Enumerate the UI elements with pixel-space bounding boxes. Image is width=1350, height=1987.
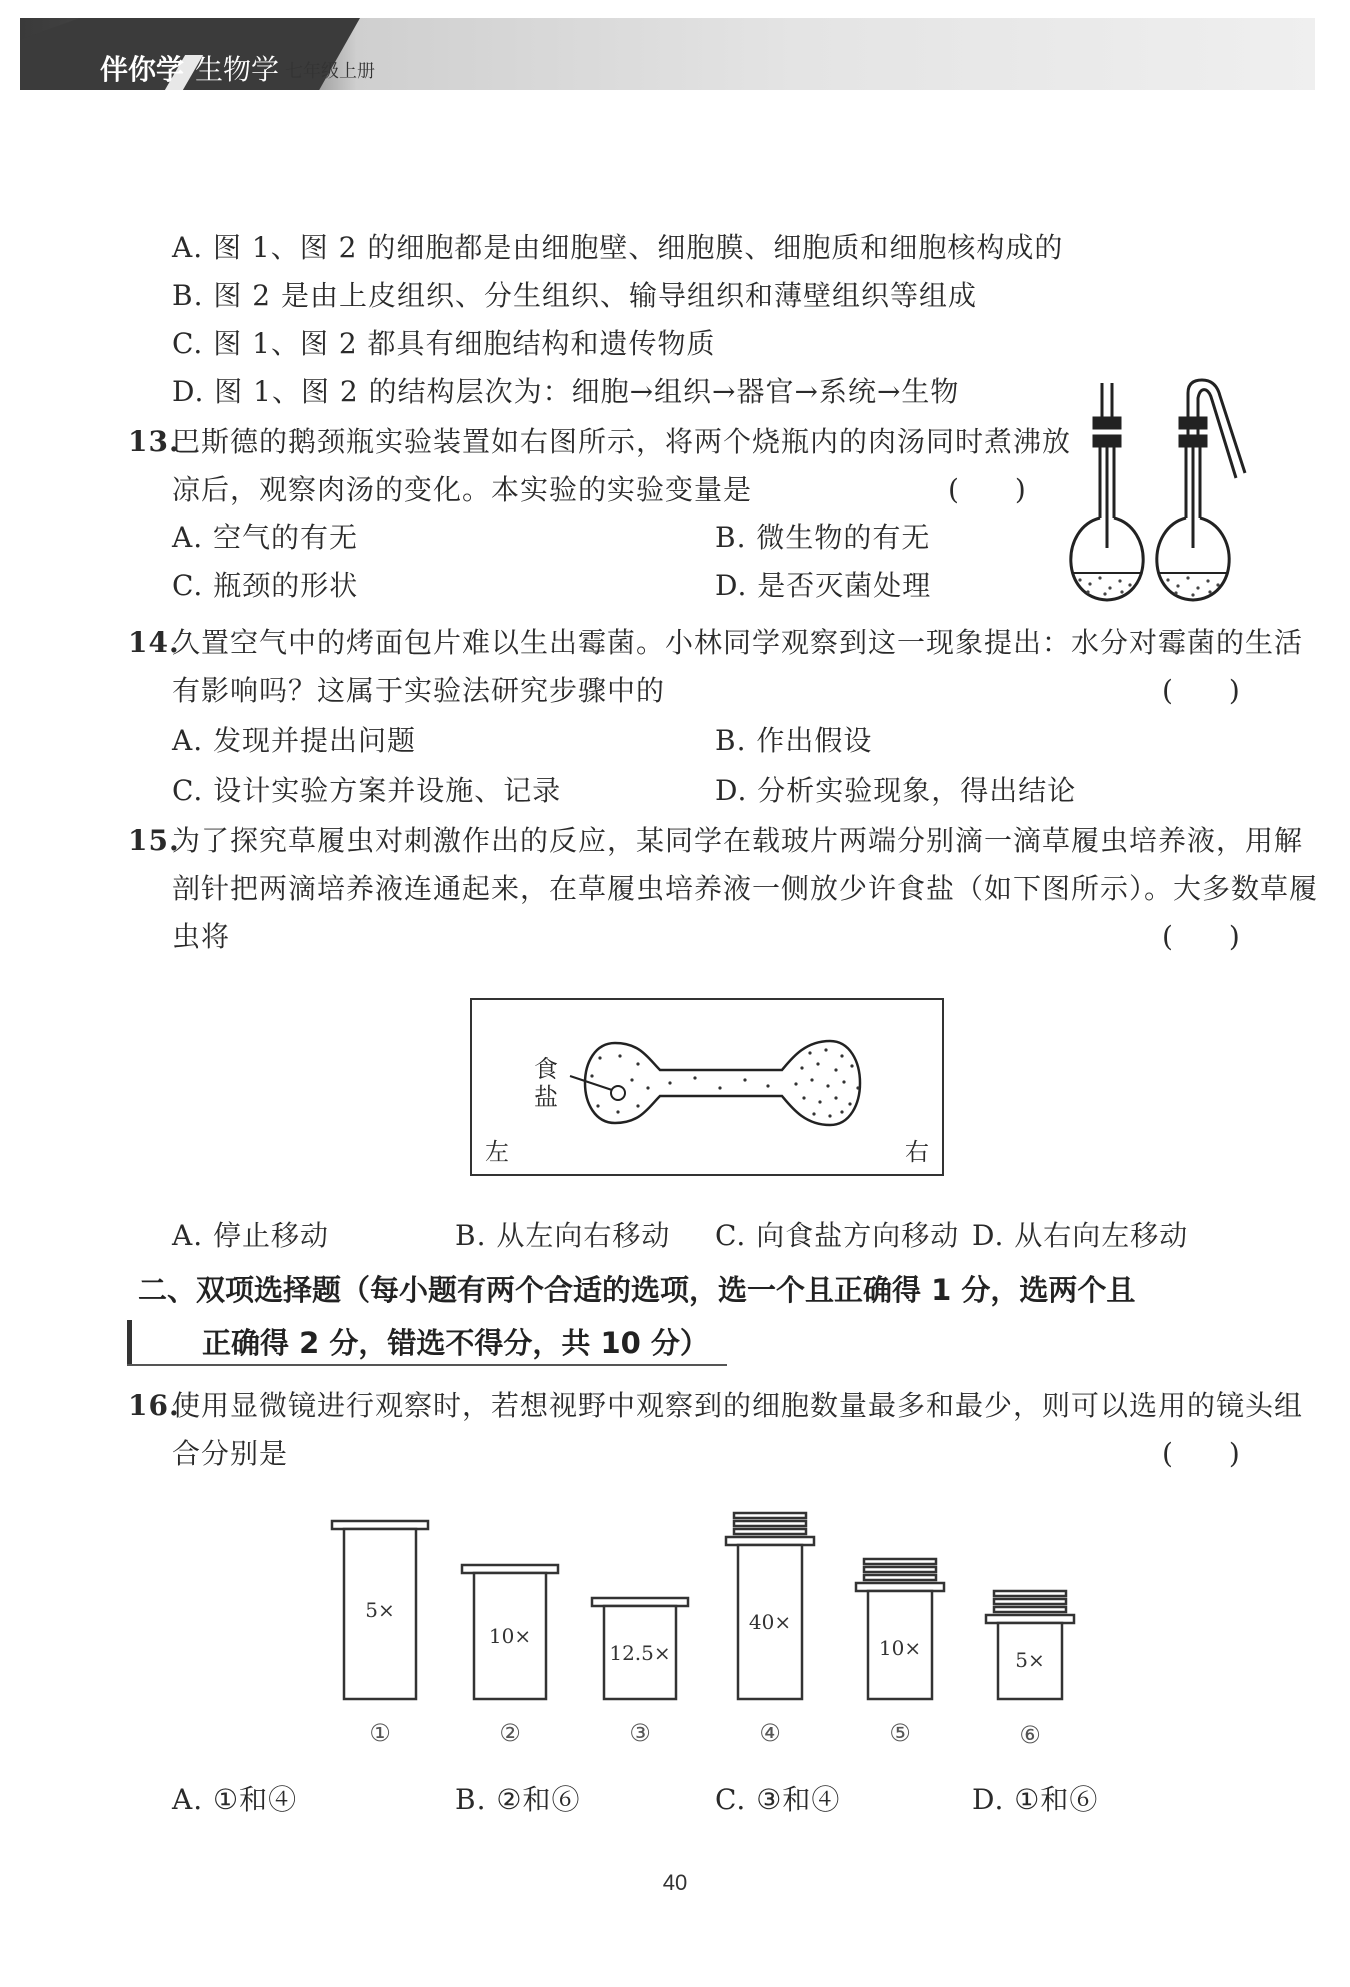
grade-label: 七年级上册 [285, 61, 375, 82]
lens-3-magnification: 12.5× [609, 1641, 671, 1665]
salt-label-1: 食 [534, 1055, 559, 1083]
q13-answer-paren: ( ) [948, 473, 1026, 506]
subject-title: 生物学 [195, 53, 280, 86]
lens-1-number: ① [369, 1719, 391, 1747]
q12-option-b: B. 图 2 是由上皮组织、分生组织、输导组织和薄壁组织等组成 [172, 279, 977, 312]
q16-option-d: D. ①和⑥ [972, 1783, 1099, 1816]
q14-stem-line2: 有影响吗？这属于实验法研究步骤中的 [172, 674, 666, 707]
q14-option-d: D. 分析实验现象，得出结论 [715, 774, 1077, 807]
q16-option-a: A. ①和④ [172, 1783, 298, 1816]
q15-number: 15. [128, 824, 180, 857]
q13-stem-line2: 凉后，观察肉汤的变化。本实验的实验变量是 [172, 473, 753, 506]
q16-option-b: B. ②和⑥ [455, 1783, 581, 1816]
section-heading-line2: 正确得 2 分，错选不得分，共 10 分） [202, 1326, 709, 1360]
lens-5-number: ⑤ [889, 1719, 911, 1747]
q15-stem-line1: 为了探究草履虫对刺激作出的反应，某同学在载玻片两端分别滴一滴草履虫培养液，用解 [172, 824, 1304, 857]
q16-stem-line1: 使用显微镜进行观察时，若想视野中观察到的细胞数量最多和最少，则可以选用的镜头组 [172, 1389, 1304, 1422]
q14-stem-line1: 久置空气中的烤面包片难以生出霉菌。小林同学观察到这一现象提出：水分对霉菌的生活 [172, 626, 1304, 659]
q14-option-b: B. 作出假设 [715, 724, 873, 757]
q13-stem-line1: 巴斯德的鹅颈瓶实验装置如右图所示，将两个烧瓶内的肉汤同时煮沸放 [172, 425, 1072, 458]
page-number: 40 [662, 1870, 688, 1895]
q15-stem-line3: 虫将 [172, 920, 231, 953]
q15-option-a: A. 停止移动 [172, 1219, 330, 1252]
microscope-lens-figure [320, 1505, 1100, 1755]
q13-option-d: D. 是否灭菌处理 [715, 569, 932, 602]
brand-title: 伴你学 [100, 53, 185, 86]
swan-neck-flask-figure [1060, 378, 1260, 603]
lens-6-number: ⑥ [1019, 1721, 1041, 1749]
left-label: 左 [485, 1138, 510, 1166]
section-heading-line1: 二、双项选择题（每小题有两个合适的选项，选一个且正确得 1 分，选两个且 [138, 1273, 1136, 1307]
q12-option-c: C. 图 1、图 2 都具有细胞结构和遗传物质 [172, 327, 716, 360]
q15-answer-paren: ( ) [1162, 920, 1240, 953]
lens-3-number: ③ [629, 1719, 651, 1747]
q13-number: 13. [128, 425, 180, 458]
q14-answer-paren: ( ) [1162, 674, 1240, 707]
right-label: 右 [905, 1138, 930, 1166]
lens-4-magnification: 40× [748, 1610, 792, 1634]
q14-number: 14. [128, 626, 180, 659]
q13-option-a: A. 空气的有无 [172, 521, 359, 554]
q15-option-c: C. 向食盐方向移动 [715, 1219, 960, 1252]
lens-5-magnification: 10× [878, 1636, 922, 1660]
lens-2-number: ② [499, 1719, 521, 1747]
section-heading-bar [127, 1320, 132, 1364]
lens-1-magnification: 5× [365, 1598, 395, 1622]
q15-option-b: B. 从左向右移动 [455, 1219, 671, 1252]
section-heading-underline [127, 1364, 727, 1366]
lens-4-number: ④ [759, 1719, 781, 1747]
q16-option-c: C. ③和④ [715, 1783, 841, 1816]
lens-2-magnification: 10× [488, 1624, 532, 1648]
q12-option-a: A. 图 1、图 2 的细胞都是由细胞壁、细胞膜、细胞质和细胞核构成的 [172, 231, 1064, 264]
q15-stem-line2: 剖针把两滴培养液连通起来，在草履虫培养液一侧放少许食盐（如下图所示）。大多数草履 [172, 872, 1319, 905]
q16-answer-paren: ( ) [1162, 1437, 1240, 1470]
q14-option-c: C. 设计实验方案并设施、记录 [172, 774, 562, 807]
q12-option-d: D. 图 1、图 2 的结构层次为：细胞→组织→器官→系统→生物 [172, 375, 960, 408]
lens-6-magnification: 5× [1015, 1648, 1045, 1672]
q15-option-d: D. 从右向左移动 [972, 1219, 1189, 1252]
q16-number: 16. [128, 1389, 180, 1422]
q14-option-a: A. 发现并提出问题 [172, 724, 417, 757]
q16-stem-line2: 合分别是 [172, 1437, 289, 1470]
salt-label-2: 盐 [534, 1083, 559, 1111]
q13-option-b: B. 微生物的有无 [715, 521, 931, 554]
q13-option-c: C. 瓶颈的形状 [172, 569, 359, 602]
